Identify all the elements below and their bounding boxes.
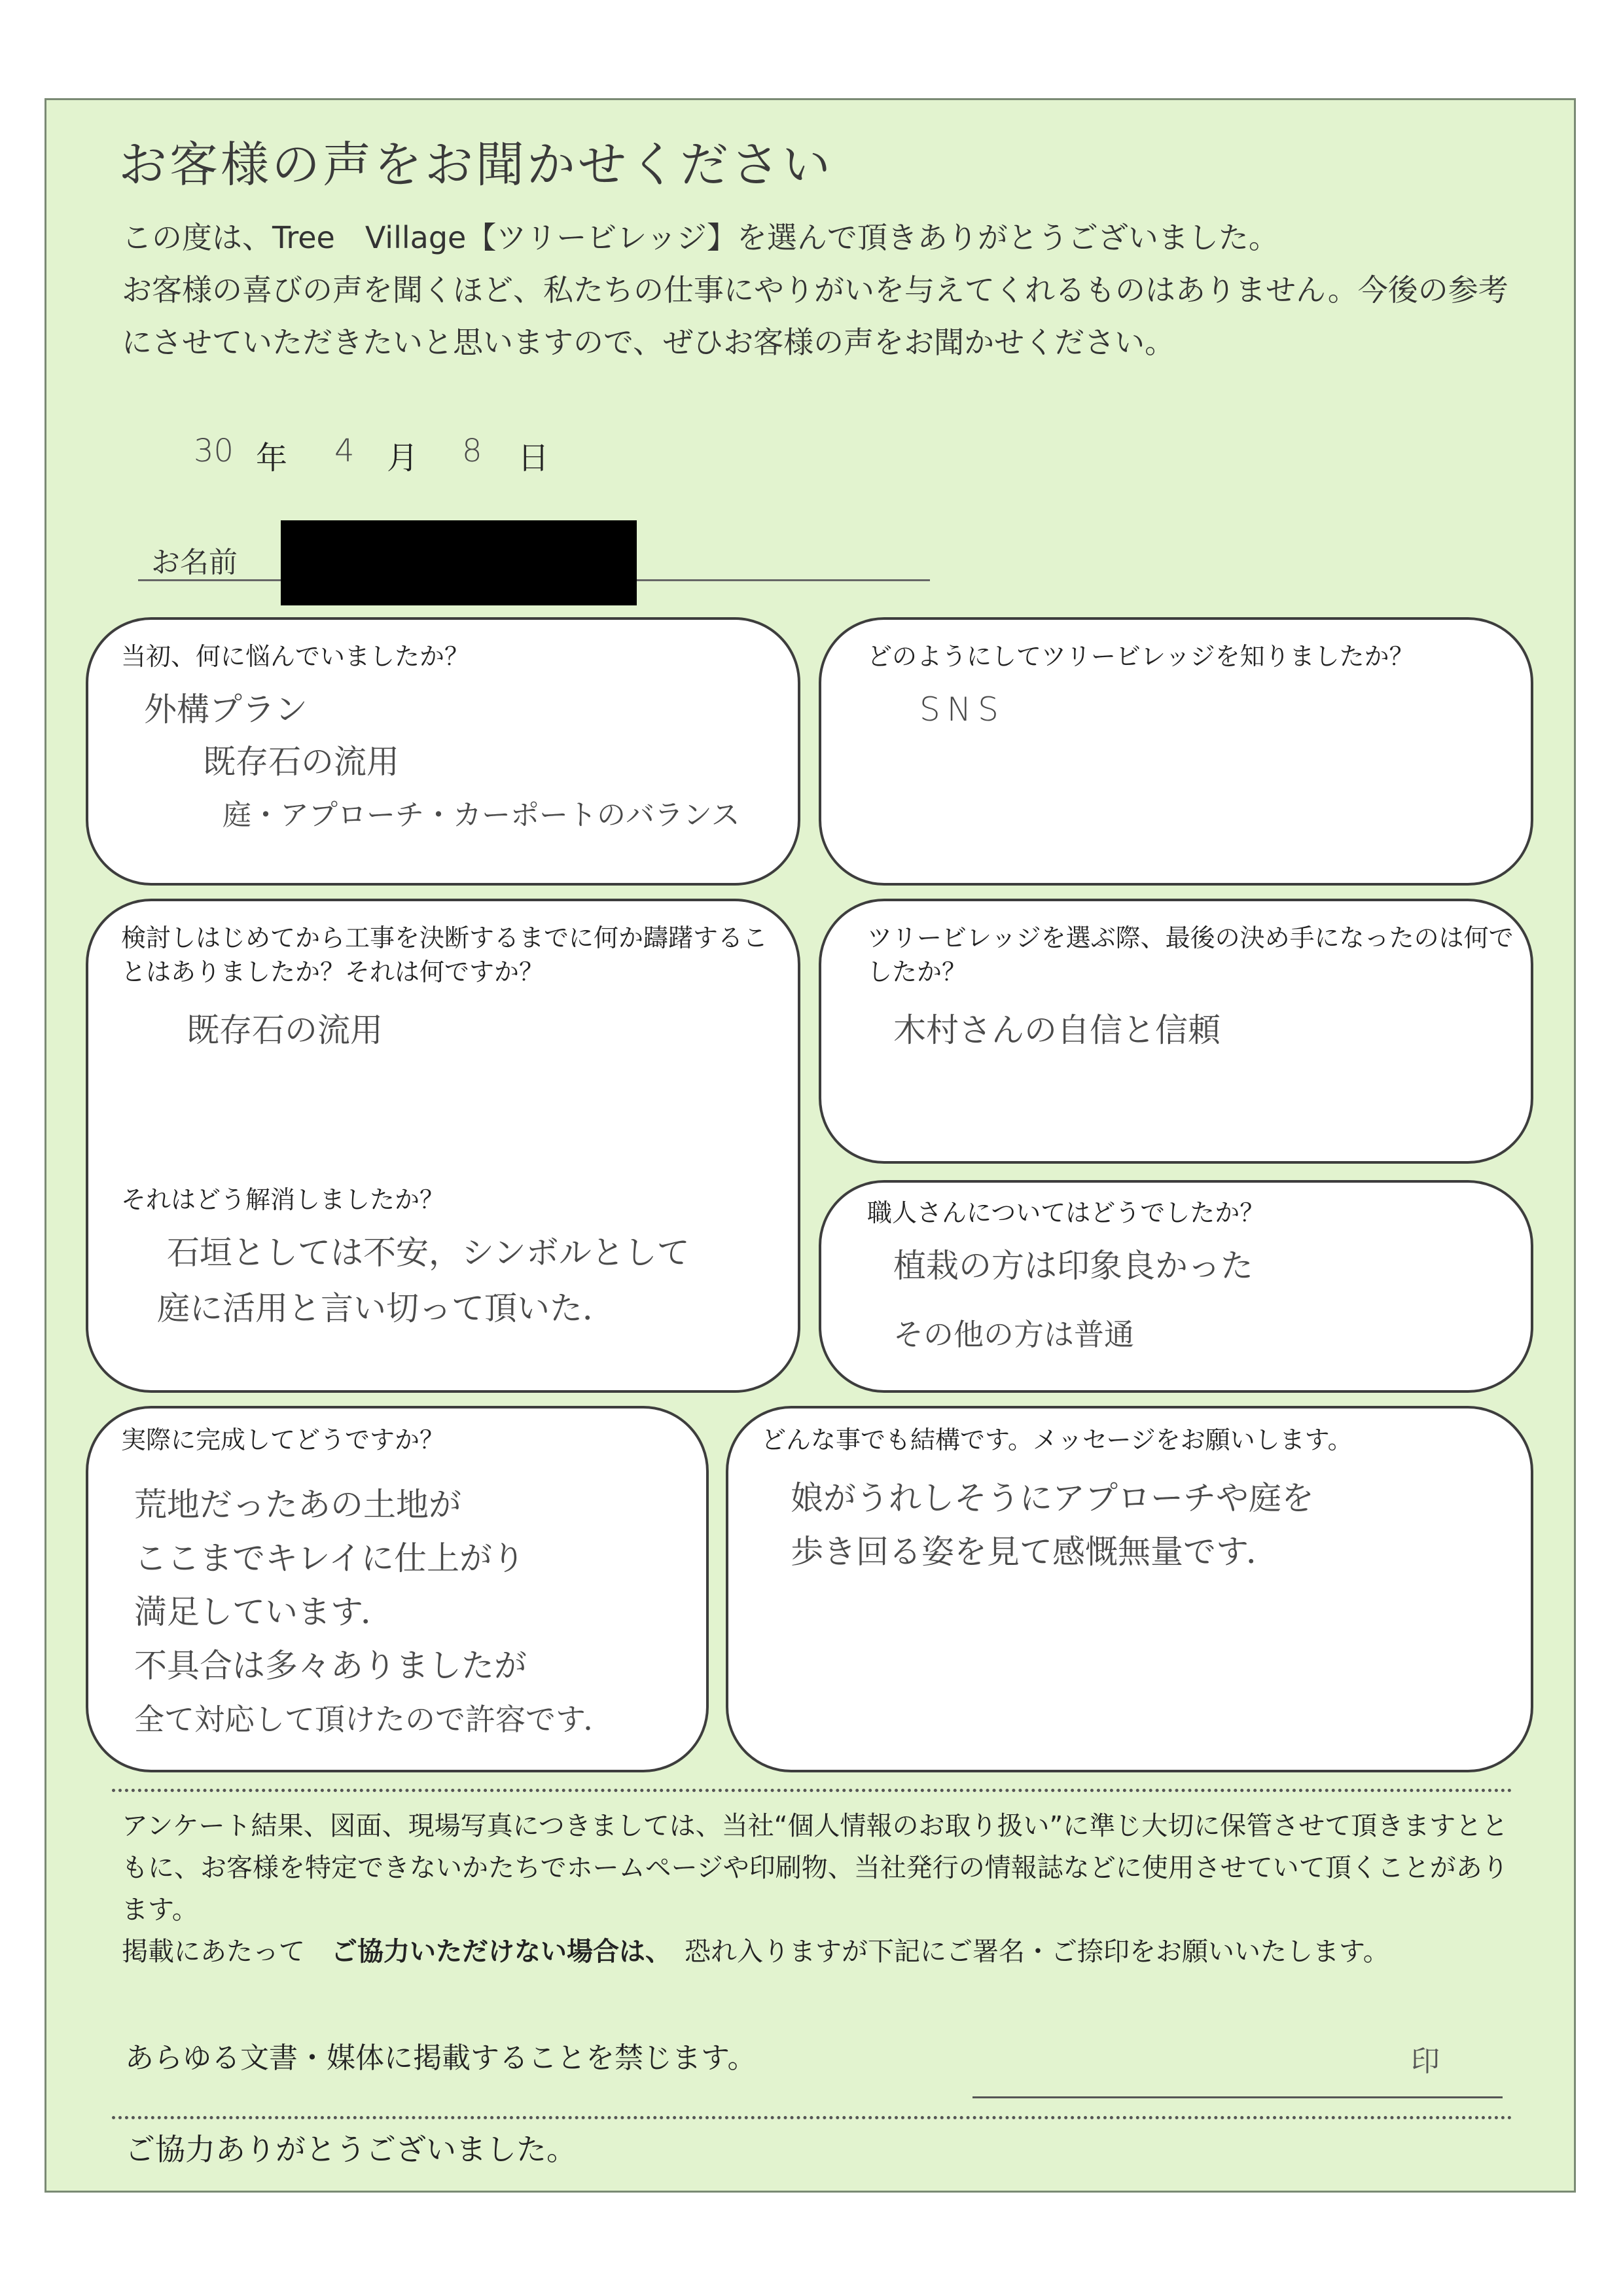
q1-answer-1: 外構プラン: [144, 691, 308, 728]
q5-answer-2: その他の方は普通: [893, 1317, 1134, 1352]
q3-followup-question: それはどう解消しましたか？: [121, 1185, 445, 1214]
name-label: お名前: [151, 546, 238, 579]
q3-box: [86, 899, 800, 1393]
q3-followup-answer-1: 石垣としては不安，シンボルとして: [167, 1234, 690, 1272]
date-year-value: 30: [194, 433, 234, 469]
notice-part-3: 恐れ入りますが下記にご署名・ご捺印をお願いいたします。: [685, 1937, 1389, 1967]
page-title: お客様の声をお聞かせください: [118, 137, 833, 193]
privacy-notice: [122, 1805, 1529, 1973]
intro-text: [122, 211, 1529, 368]
q6-box: [86, 1406, 709, 1772]
notice-part-2: 掲載にあたって: [122, 1937, 305, 1967]
q4-box: [819, 899, 1533, 1164]
q6-question: 実際に完成してどうですか？: [121, 1426, 445, 1454]
q1-answer-3: 庭・アプローチ・カーポートのバランス: [223, 798, 740, 832]
q1-answer-2: 既存石の流用: [203, 743, 399, 781]
divider-bottom: [112, 2116, 1512, 2119]
q6-answer-1: 荒地だったあの土地が: [134, 1486, 461, 1524]
q3-question: 検討しはじめてから工事を決断するまでに何か躊躇することはありましたか？それは何ですか？: [121, 924, 768, 986]
q6-answer-3: 満足しています．: [134, 1593, 393, 1631]
q7-answer-2: 歩き回る姿を見て感慨無量です．: [791, 1533, 1279, 1571]
q5-answer-1: 植栽の方は印象良かった: [893, 1247, 1253, 1285]
date-day-label: 日: [518, 440, 550, 476]
q7-answer-1: 娘がうれしそうにアプローチや庭を: [791, 1479, 1314, 1517]
q2-answer-1: SNS: [919, 691, 1005, 728]
thanks-text: ご協力ありがとうございました。: [125, 2132, 577, 2167]
notice-part-1: アンケート結果、図面、現場写真につきましては、当社“個人情報のお取り扱い”に準じ大切に保管させて頂きますとともに、お客様を特定できないかたちでホームページや印刷物、当社発行の情報誌などに使用させていて頂くことがあります。: [122, 1811, 1508, 1925]
date-month-label: 月: [387, 440, 419, 476]
q5-question: 職人さんについてはどうでしたか？: [867, 1198, 1265, 1227]
q4-question: ツリービレッジを選ぶ際、最後の決め手になったのは何でしたか？: [867, 924, 1514, 986]
publication-ban-text: あらゆる文書・媒体に掲載することを禁じます。: [125, 2041, 757, 2075]
survey-sheet: [45, 98, 1576, 2193]
notice-emphasis: ご協力いただけない場合は、: [331, 1937, 658, 1967]
intro-line-2: お客様の喜びの声を聞くほど、私たちの仕事にやりがいを与えてくれるものはありません。今後の参考にさせていただきたいと思いますので、ぜひお客様の声をお聞かせください。: [122, 272, 1508, 360]
q2-box: [819, 617, 1533, 886]
q1-box: [86, 617, 800, 886]
q3-followup-answer-2: 庭に活用と言い切って頂いた．: [157, 1289, 615, 1327]
q6-answer-5: 全て対応して頂けたので許容です．: [134, 1702, 614, 1737]
q5-box: [819, 1180, 1533, 1393]
date-month-value: 4: [334, 433, 355, 469]
q6-answer-2: ここまでキレイに仕上がり: [134, 1539, 525, 1577]
intro-line-1: この度は、Tree Village【ツリービレッジ】を選んで頂きありがとうございました。: [122, 220, 1279, 255]
date-day-value: 8: [462, 433, 482, 469]
q4-answer-1: 木村さんの自信と信頼: [893, 1011, 1221, 1049]
q6-answer-4: 不具合は多々ありましたが: [134, 1647, 527, 1685]
signature-line: [972, 2096, 1503, 2098]
seal-mark: 印: [1411, 2045, 1440, 2078]
divider-top: [112, 1789, 1512, 1792]
q2-question: どのようにしてツリービレッジを知りましたか？: [867, 642, 1414, 671]
q1-question: 当初、何に悩んでいましたか？: [121, 642, 470, 671]
name-redaction: [281, 520, 637, 605]
date-year-label: 年: [256, 440, 288, 476]
q7-box: [726, 1406, 1533, 1772]
q7-question: どんな事でも結構です。メッセージをお願いします。: [761, 1426, 1353, 1454]
q3-answer-1: 既存石の流用: [187, 1011, 383, 1049]
